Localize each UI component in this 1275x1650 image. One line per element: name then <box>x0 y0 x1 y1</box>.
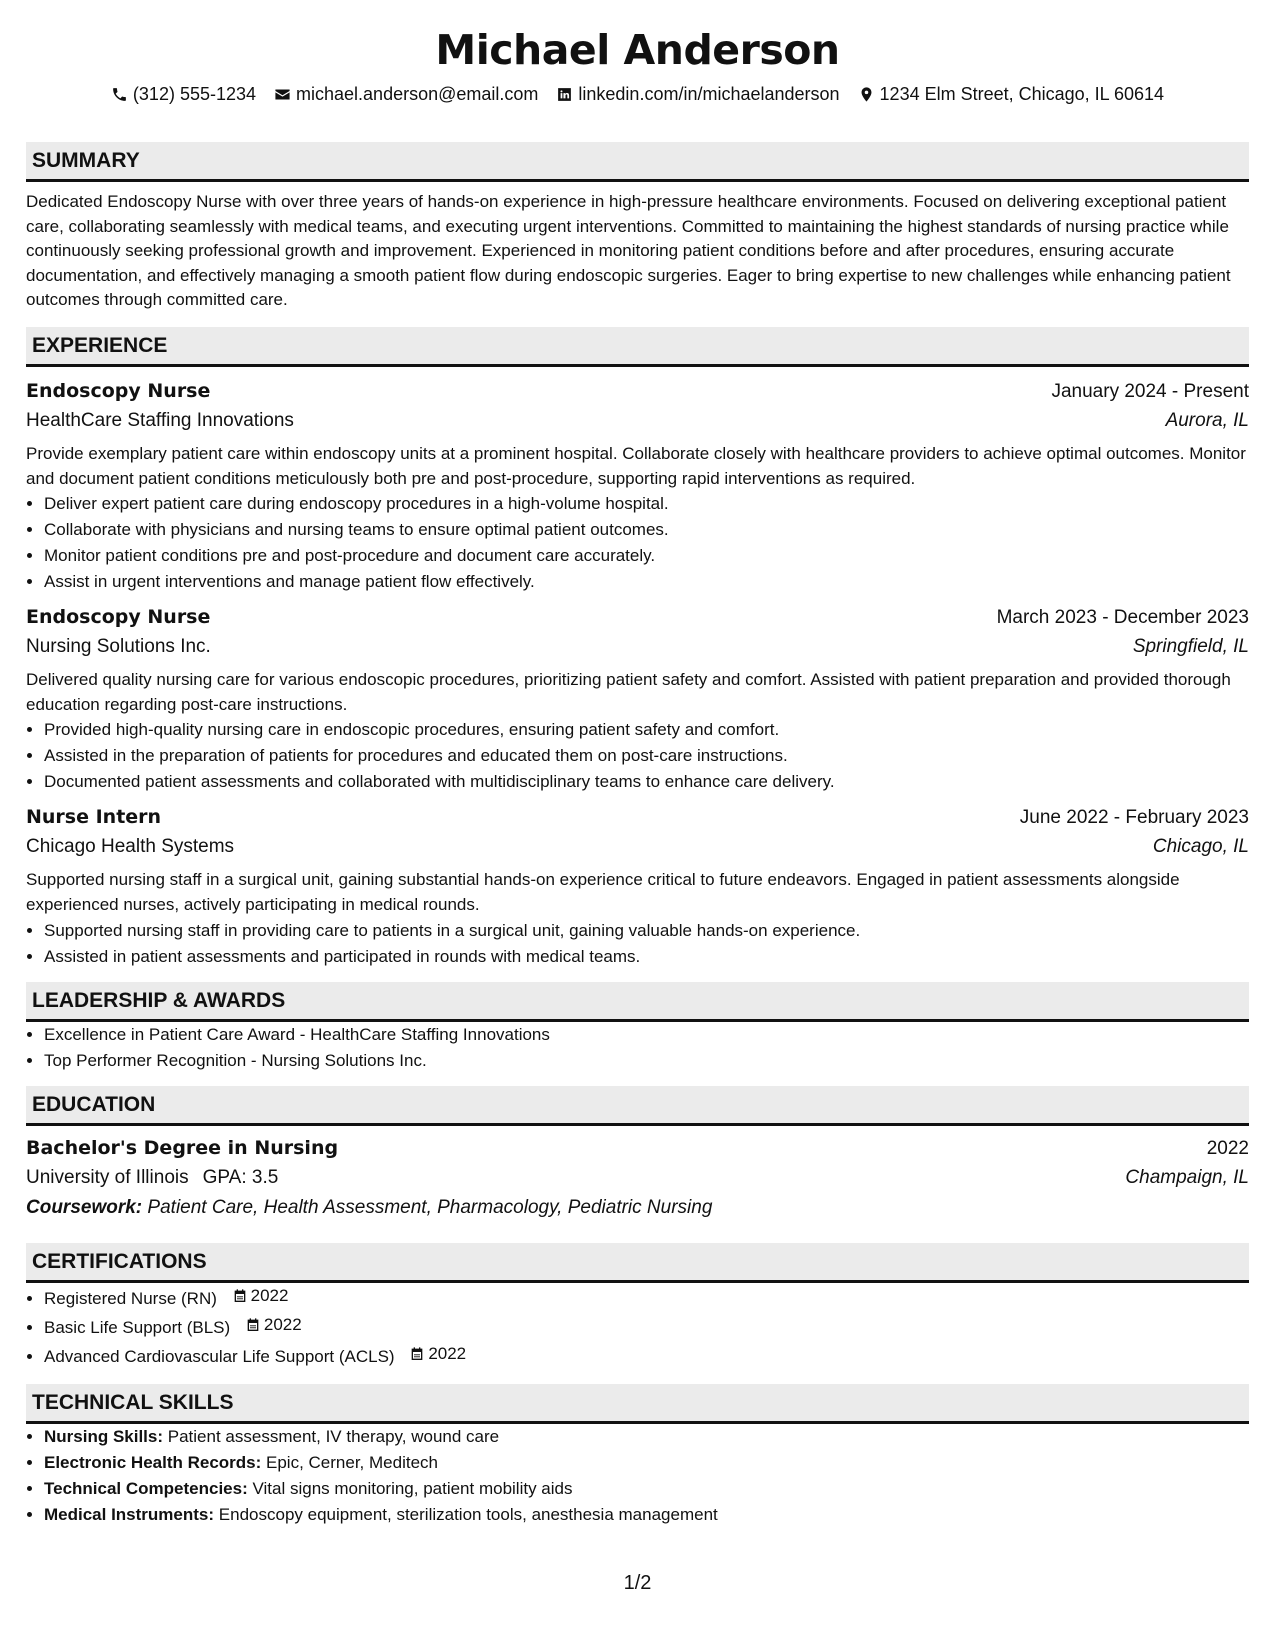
skill-item <box>44 1476 1249 1502</box>
summary-heading: SUMMARY <box>26 142 1249 182</box>
skill-value: Endoscopy equipment, sterilization tools, anesthesia management <box>218 1504 718 1524</box>
email-link[interactable]: michael.anderson@email.com <box>296 83 539 104</box>
gpa: GPA: 3.5 <box>202 1166 279 1188</box>
skill-item <box>44 1424 1249 1450</box>
job-date: June 2022 - February 2023 <box>1019 807 1249 829</box>
envelope-icon <box>274 86 291 103</box>
certification-item <box>44 1283 1249 1312</box>
job-bullets <box>26 717 1249 795</box>
certification-name: Registered Nurse (RN) <box>44 1288 217 1308</box>
job-bullet: • Documented patient assessments and collaborated with multidisciplinary teams to enhance care delivery. <box>44 769 1249 795</box>
phone-icon <box>111 86 128 103</box>
job-title: Endoscopy Nurse <box>26 379 211 402</box>
job-company: HealthCare Staffing Innovations <box>26 409 294 431</box>
skill-label: Medical Instruments: <box>44 1504 215 1524</box>
experience-list <box>26 377 1249 970</box>
experience-heading: EXPERIENCE <box>26 327 1249 367</box>
linkedin-link[interactable]: linkedin.com/in/michaelanderson <box>578 83 840 104</box>
leadership-list <box>26 1022 1249 1074</box>
summary-text: Dedicated Endoscopy Nurse with over three years of hands-on experience in high-pressure healthcare environments. Focused on delivering exceptional patient care, collaborating seamlessly with medical teams, and executing urgent interventions. Committed to maintaining the highest standards of nursing practice while continuously seeking professional growth and improvement. Experienced in monitoring patient conditions before and after procedures, ensuring accurate documentation, and effectively managing a smooth patient flow during endoscopic surgeries. Eager to bring expertise to new challenges while enhancing patient outcomes through committed care. <box>26 192 1231 310</box>
calendar-icon <box>245 1317 261 1333</box>
award-item: • Excellence in Patient Care Award - HealthCare Staffing Innovations <box>44 1022 1249 1048</box>
skill-value: Patient assessment, IV therapy, wound care <box>167 1426 500 1446</box>
coursework-label: Coursework: <box>26 1196 143 1218</box>
skill-item <box>44 1450 1249 1476</box>
coursework-list: Patient Care, Health Assessment, Pharmacology, Pediatric Nursing <box>147 1196 713 1218</box>
job-title: Nurse Intern <box>26 806 162 829</box>
skill-value: Epic, Cerner, Meditech <box>266 1452 438 1472</box>
coursework <box>26 1193 1249 1223</box>
job-description: Supported nursing staff in a surgical unit, gaining substantial hands-on experience critical to future endeavors. Engaged in patient assessments alongside experienced nurses, actively participating in medical rounds. <box>26 870 1180 914</box>
job-location: Springfield, IL <box>1132 636 1249 658</box>
job-description: Provide exemplary patient care within endoscopy units at a prominent hospital. Collaborate closely with healthcare providers to achieve optimal outcomes. Monitor and document patient conditions meticulously both pre and post-procedure, supporting rapid interventions as required. <box>26 443 1246 488</box>
job-company: Chicago Health Systems <box>26 836 235 858</box>
certification-year: 2022 <box>428 1343 467 1363</box>
certification-name: Basic Life Support (BLS) <box>44 1317 231 1337</box>
job-bullet: • Assisted in patient assessments and participated in rounds with medical teams. <box>44 944 1249 970</box>
phone-text: (312) 555-1234 <box>132 83 257 104</box>
certification-year: 2022 <box>250 1285 289 1305</box>
education-heading: EDUCATION <box>26 1086 1249 1126</box>
linkedin-icon <box>556 86 573 103</box>
job-bullets <box>26 918 1249 970</box>
skill-item <box>44 1502 1249 1528</box>
skills-heading: TECHNICAL SKILLS <box>26 1384 1249 1424</box>
calendar-icon <box>232 1288 248 1304</box>
contact-bar <box>26 80 1249 108</box>
job-entry <box>26 377 1249 595</box>
job-bullet: • Monitor patient conditions pre and post-procedure and document care accurately. <box>44 543 1249 569</box>
certifications-heading: CERTIFICATIONS <box>26 1243 1249 1283</box>
degree-title: Bachelor's Degree in Nursing <box>26 1136 339 1159</box>
job-bullet: • Provided high-quality nursing care in endoscopic procedures, ensuring patient safety and comfort. <box>44 717 1249 743</box>
institution-name: University of Illinois <box>26 1166 189 1188</box>
award-item: • Top Performer Recognition - Nursing Solutions Inc. <box>44 1048 1249 1074</box>
job-bullet: • Assisted in the preparation of patients for procedures and educated them on post-care instructions. <box>44 743 1249 769</box>
contact-linkedin[interactable] <box>556 84 839 105</box>
job-entry <box>26 803 1249 969</box>
address-text: 1234 Elm Street, Chicago, IL 60614 <box>879 83 1165 104</box>
job-bullet: • Collaborate with physicians and nursing teams to ensure optimal patient outcomes. <box>44 517 1249 543</box>
education-entry <box>26 1134 1249 1223</box>
education-location: Champaign, IL <box>1125 1166 1249 1188</box>
job-bullet: • Assist in urgent interventions and manage patient flow effectively. <box>44 569 1249 595</box>
leadership-heading: LEADERSHIP & AWARDS <box>26 982 1249 1022</box>
skill-value: Vital signs monitoring, patient mobility aids <box>252 1478 573 1498</box>
contact-email[interactable] <box>274 84 538 105</box>
job-entry <box>26 603 1249 795</box>
certification-year: 2022 <box>263 1314 302 1334</box>
contact-address <box>858 84 1165 105</box>
job-bullet: • Deliver expert patient care during endoscopy procedures in a high-volume hospital. <box>44 491 1249 517</box>
certification-name: Advanced Cardiovascular Life Support (ACLS) <box>44 1346 395 1366</box>
job-bullet: • Supported nursing staff in providing care to patients in a surgical unit, gaining valuable hands-on experience. <box>44 918 1249 944</box>
job-location: Chicago, IL <box>1152 836 1249 858</box>
skill-label: Nursing Skills: <box>44 1426 164 1446</box>
certification-item <box>44 1312 1249 1341</box>
skill-label: Technical Competencies: <box>44 1478 248 1498</box>
skills-list <box>26 1424 1249 1528</box>
map-pin-icon <box>858 86 875 103</box>
calendar-icon <box>409 1346 425 1362</box>
job-bullets <box>26 491 1249 595</box>
skill-label: Electronic Health Records: <box>44 1452 262 1472</box>
job-company: Nursing Solutions Inc. <box>26 636 211 658</box>
job-date: March 2023 - December 2023 <box>996 607 1249 629</box>
candidate-name: Michael Anderson <box>435 26 840 74</box>
page-number: 1/2 <box>623 1572 652 1594</box>
resume-content <box>26 0 1249 1528</box>
certification-item <box>44 1341 1249 1370</box>
graduation-year: 2022 <box>1206 1137 1249 1159</box>
job-location: Aurora, IL <box>1165 409 1249 431</box>
certifications-list <box>26 1283 1249 1370</box>
contact-phone <box>111 84 256 105</box>
job-title: Endoscopy Nurse <box>26 606 211 629</box>
job-date: January 2024 - Present <box>1051 380 1249 402</box>
job-description: Delivered quality nursing care for various endoscopic procedures, prioritizing patient safety and comfort. Assisted with patient preparation and provided thorough education regarding post-care instructions. <box>26 670 1231 714</box>
